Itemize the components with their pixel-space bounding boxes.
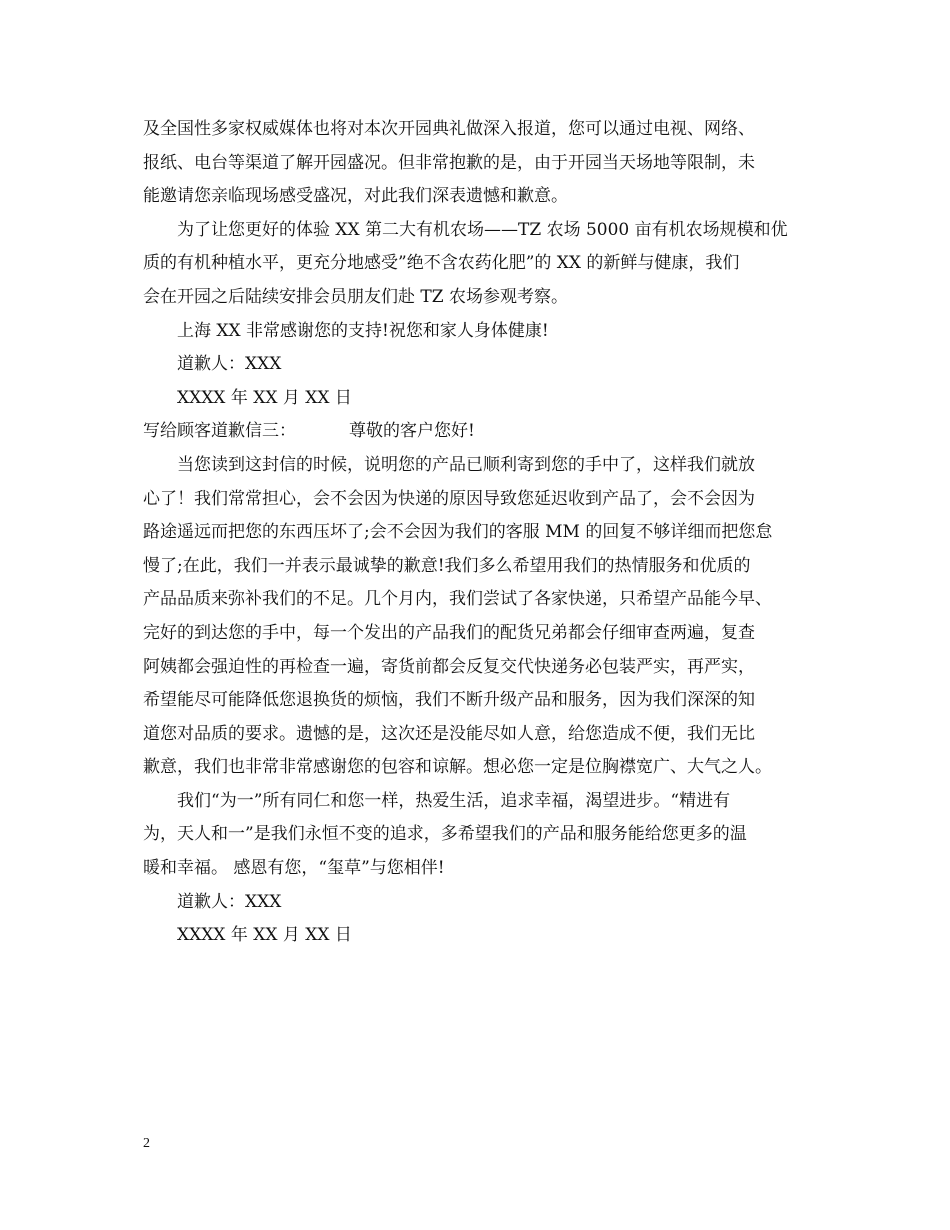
- paragraph-2-line-2: 质的有机种植水平，更充分地感受”绝不含农药化肥”的 XX 的新鲜与健康，我们: [143, 253, 740, 274]
- paragraph-1-line-2: 报纸、电台等渠道了解开园盛况。但非常抱歉的是，由于开园当天场地等限制，未: [143, 152, 755, 173]
- paragraph-3-line-7: 阿姨都会强迫性的再检查一遍，寄货前都会反复交代快递务必包装严实，再严实，: [143, 656, 755, 677]
- paragraph-3-line-2: 心了！我们常常担心，会不会因为快递的原因导致您延迟收到产品了，会不会因为: [143, 488, 755, 509]
- letter-3-greeting: 尊敬的客户您好!: [349, 421, 475, 442]
- paragraph-4-line-2: 为，天人和一”是我们永恒不变的追求，多希望我们的产品和服务能给您更多的温: [143, 824, 747, 845]
- paragraph-3-line-1: 当您读到这封信的时候，说明您的产品已顺利寄到您的手中了，这样我们就放: [177, 454, 755, 475]
- paragraph-3-line-6: 完好的到达您的手中，每一个发出的产品我们的配货兄弟都会仔细审查两遍，复查: [143, 622, 755, 643]
- signer-line-2: 道歉人：XXX: [177, 891, 282, 912]
- paragraph-3-line-3: 路途遥远而把您的东西压坏了;会不会因为我们的客服 MM 的回复不够详细而把您怠: [143, 522, 773, 543]
- paragraph-2-line-1: 为了让您更好的体验 XX 第二大有机农场——TZ 农场 5000 亩有机农场规模和优: [177, 219, 788, 240]
- paragraph-3-line-5: 产品品质来弥补我们的不足。几个月内，我们尝试了各家快递，只希望产品能今早、: [143, 589, 772, 610]
- date-line-1: XXXX 年 XX 月 XX 日: [177, 387, 352, 408]
- paragraph-4-line-3: 暖和幸福。 感恩有您，“玺草”与您相伴!: [143, 858, 445, 879]
- paragraph-3-line-9: 道您对品质的要求。遗憾的是，这次还是没能尽如人意，给您造成不便，我们无比: [143, 723, 755, 744]
- letter-3-title: 写给顾客道歉信三：: [143, 421, 296, 442]
- paragraph-1-line-3: 能邀请您亲临现场感受盛况，对此我们深表遗憾和歉意。: [143, 186, 568, 207]
- date-line-2: XXXX 年 XX 月 XX 日: [177, 925, 352, 946]
- page-number: 2: [143, 1136, 150, 1151]
- paragraph-3-line-8: 希望能尽可能降低您退换货的烦恼，我们不断升级产品和服务，因为我们深深的知: [143, 690, 755, 711]
- signer-line-1: 道歉人：XXX: [177, 354, 282, 375]
- paragraph-4-line-1: 我们“为一”所有同仁和您一样，热爱生活，追求幸福，渴望进步。“精进有: [177, 790, 731, 811]
- document-body: [143, 113, 823, 953]
- paragraph-3-line-10: 歉意，我们也非常非常感谢您的包容和谅解。想必您一定是位胸襟宽广、大气之人。: [143, 757, 772, 778]
- paragraph-2-line-3: 会在开园之后陆续安排会员朋友们赴 TZ 农场参观考察。: [143, 286, 568, 307]
- letter-3-heading: [143, 415, 823, 449]
- thanks-line: 上海 XX 非常感谢您的支持!祝您和家人身体健康!: [177, 320, 549, 341]
- paragraph-3-line-4: 慢了;在此，我们一并表示最诚挚的歉意!我们多么希望用我们的热情服务和优质的: [143, 555, 751, 576]
- paragraph-1-line-1: 及全国性多家权威媒体也将对本次开园典礼做深入报道，您可以通过电视、网络、: [143, 119, 755, 139]
